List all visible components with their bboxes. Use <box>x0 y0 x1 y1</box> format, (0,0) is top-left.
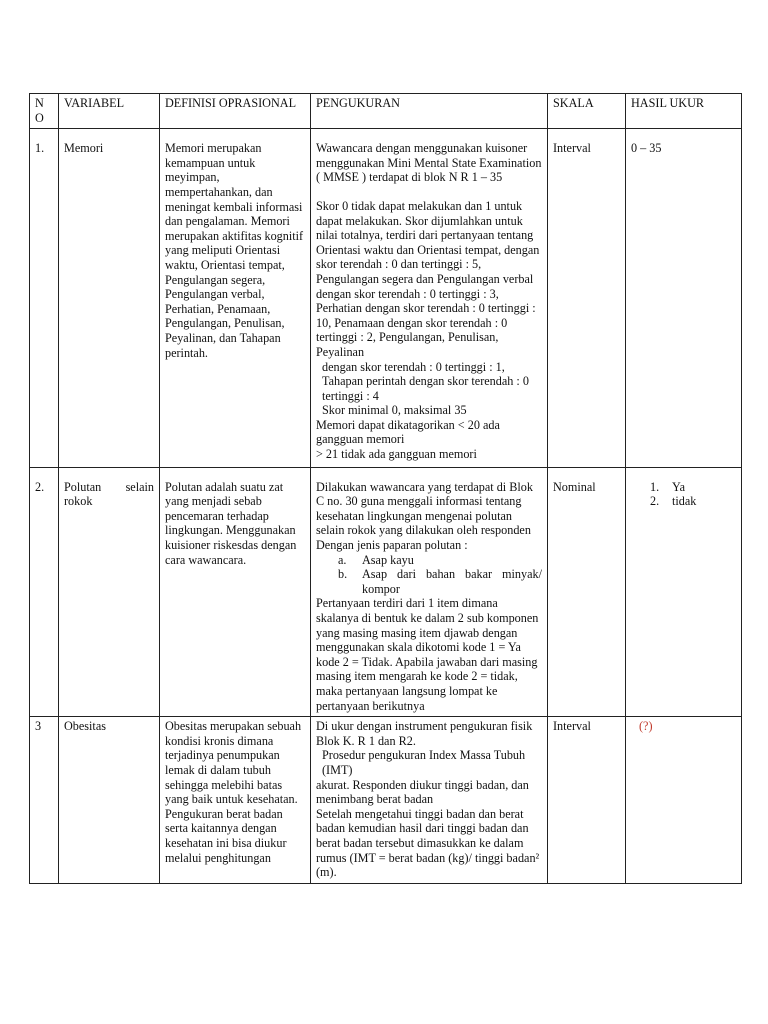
measurement-text: Pertanyaan terdiri dari 1 item dimana skalanya di bentuk ke dalam 2 sub komponen yang masing masing item djawab dengan menggunakan skala dikotomi kode 1 = Ya kode 2 = Tidak. Apabila jawaban dari masing masing item mengarah ke kode 2 = tidak, maka pertanyaan langsung lompat ke pertanyaan berikutnya <box>316 596 539 713</box>
header-pengukuran: PENGUKURAN <box>311 94 548 129</box>
variable-name-part: Polutan <box>64 479 102 494</box>
variable-name <box>59 467 160 717</box>
measurement-cell <box>311 129 548 467</box>
measurement-text: > 21 tidak ada gangguan memori <box>316 447 477 462</box>
unknown-result-marker: (?) <box>639 719 653 734</box>
header-hasil-ukur: HASIL UKUR <box>626 94 742 129</box>
measurement-text: Skor minimal 0, maksimal 35 <box>322 403 467 418</box>
measurement-text: Skor 0 tidak dapat melakukan dan 1 untuk dapat melakukan. Skor dijumlahkan untuk nilai totalnya, terdiri dari pertanyaan tentang Orientasi waktu dan Orientasi tempat, dengan skor terendah : 0 dan tertinggi : 5, Pengulangan segera dan Pengulangan verbal dengan skor terendah : 0 tertinggi : 3, Perhatian dengan skor terendah : 0 tertinggi : 10, Penamaan dengan skor terendah : 0 tertinggi : 2, Pengulangan, Penulisan, Peyalinan <box>316 198 540 359</box>
list-item-text: Ya <box>672 479 685 494</box>
definition-cell <box>160 129 311 467</box>
measurement-text: Wawancara dengan menggunakan kuisoner menggunakan Mini Mental State Examination ( MMSE ) terdapat di blok N R 1 – 35 <box>316 141 542 185</box>
result-list <box>650 480 736 509</box>
table-row <box>30 467 742 717</box>
definition-text: Polutan adalah suatu zat yang menjadi sebab pencemaran terhadap lingkungan. Menggunakan kuisioner riskesdas dengan cara wawancara. <box>165 479 297 567</box>
measurement-cell <box>311 717 548 884</box>
scale-value: Interval <box>548 129 626 467</box>
header-definisi: DEFINISI OPRASIONAL <box>160 94 311 129</box>
row-number: 3 <box>30 717 59 884</box>
list-marker: 1. <box>650 479 660 494</box>
definition-cell <box>160 717 311 884</box>
list-marker: b. <box>338 567 348 582</box>
variable-name: Obesitas <box>59 717 160 884</box>
list-marker: 2. <box>650 494 660 509</box>
list-item <box>650 494 736 509</box>
list-marker: a. <box>338 552 347 567</box>
result-value: 0 – 35 <box>626 129 742 467</box>
measurement-text: Setelah mengetahui tinggi badan dan berat badan kemudian hasil dari tinggi badan dan berat badan tersebut dimasukkan ke dalam rumus (IMT = berat badan (kg)/ tinggi badan² (m). <box>316 806 540 880</box>
scale-value: Nominal <box>548 467 626 717</box>
list-item-text: Asap dari bahan bakar minyak/ kompor <box>362 567 542 596</box>
table-header-row <box>30 94 742 129</box>
table-row <box>30 717 742 884</box>
definition-text: Memori merupakan kemampuan untuk meyimpan, mempertahankan, dan meningat kembali informasi dan pengalaman. Memori merupakan aktifitas kognitif yang meliputi Orientasi waktu, Orientasi tempat, Pengulangan segera, Pengulangan verbal, Perhatian, Penamaan, Pengulangan, Penulisan, Peyalinan, dan Tahapan perintah. <box>165 141 304 360</box>
header-no: N O <box>30 94 59 129</box>
list-item-text: Asap kayu <box>362 552 414 567</box>
variable-name-part: selain <box>125 479 154 494</box>
header-variabel: VARIABEL <box>59 94 160 129</box>
measurement-text: Di ukur dengan instrument pengukuran fisik Blok K. R 1 dan R2. <box>316 719 533 748</box>
result-value <box>626 717 742 884</box>
row-number: 1. <box>30 129 59 467</box>
measurement-cell <box>311 467 548 717</box>
row-number: 2. <box>30 467 59 717</box>
list-item <box>316 553 542 568</box>
header-skala: SKALA <box>548 94 626 129</box>
measurement-text: Dilakukan wawancara yang terdapat di Blok C no. 30 guna menggali informasi tentang kesehatan lingkungan mengenai polutan selain rokok yang dilakukan oleh responden <box>316 479 533 538</box>
list-item-text: tidak <box>672 494 697 509</box>
measurement-text: Memori dapat dikatagorikan < 20 ada gangguan memori <box>316 417 500 447</box>
result-cell <box>626 467 742 717</box>
measurement-text: Prosedur pengukuran Index Massa Tubuh (IMT) <box>322 748 526 777</box>
variable-name: Memori <box>59 129 160 467</box>
list-item <box>316 567 542 596</box>
definition-text: Obesitas merupakan sebuah kondisi kronis dimana terjadinya penumpukan lemak di dalam tubuh sehingga melebihi batas yang baik untuk kesehatan. Pengukuran berat badan serta kaitannya dengan kesehatan ini bisa diukur melalui penghitungan <box>165 719 302 865</box>
measurement-text: akurat. Responden diukur tinggi badan, dan menimbang berat badan <box>316 777 529 807</box>
measurement-text: Dengan jenis paparan polutan : <box>316 538 468 553</box>
scale-value: Interval <box>548 717 626 884</box>
measurement-text: dengan skor terendah : 0 tertinggi : 1, Tahapan perintah dengan skor terendah : 0 tertinggi : 4 <box>322 359 529 403</box>
operational-definition-table <box>29 93 742 884</box>
list-item <box>650 480 736 495</box>
table-row <box>30 129 742 467</box>
variable-name-part: rokok <box>64 494 93 509</box>
definition-cell <box>160 467 311 717</box>
pollutant-list <box>316 553 542 597</box>
